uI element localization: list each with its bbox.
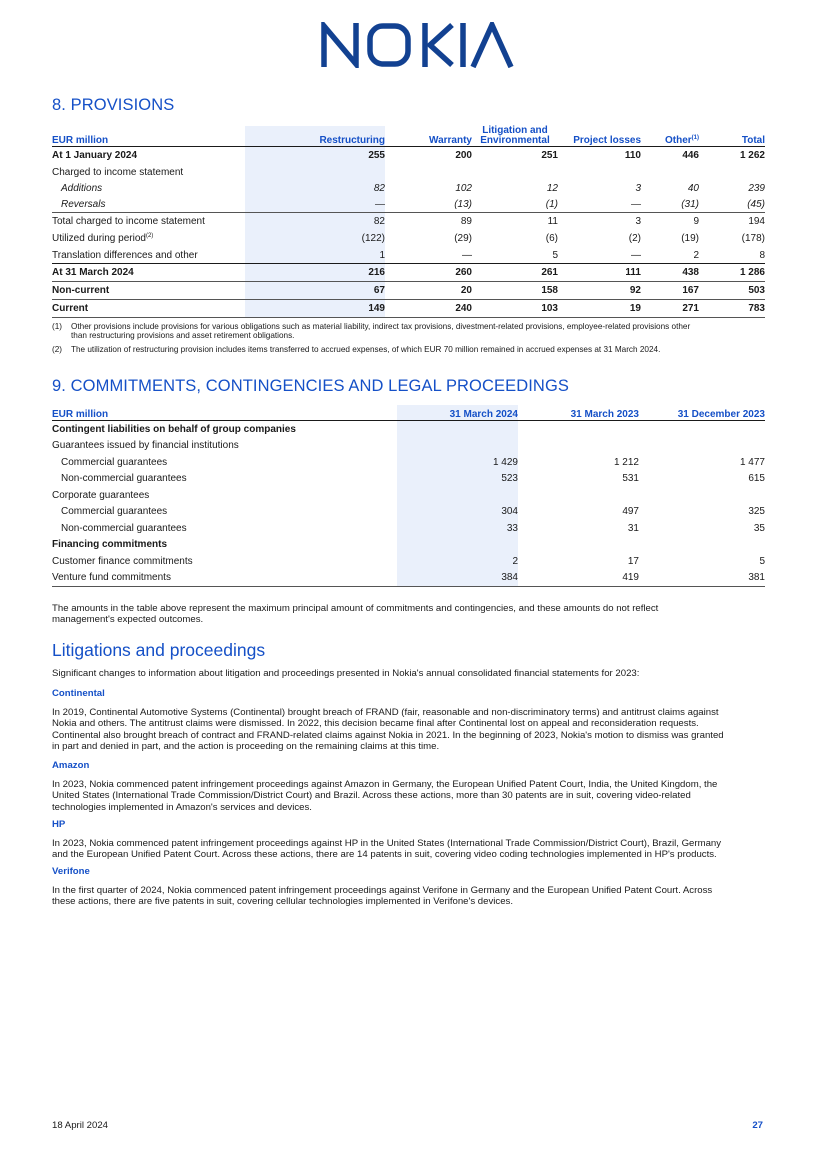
provisions-cell: 82 (245, 180, 385, 196)
commitments-cell: 5 (759, 555, 765, 567)
commitments-row (52, 537, 765, 554)
case-amazon-heading: Amazon (52, 760, 90, 771)
provisions-row-label (52, 230, 245, 247)
commitments-cell (397, 438, 518, 455)
commitments-cell: 33 (397, 520, 518, 537)
commitments-row-label: Financing commitments (52, 539, 168, 551)
provisions-cell: 110 (558, 147, 641, 165)
provisions-cell: 111 (558, 264, 641, 282)
commitments-cell (518, 421, 639, 438)
provisions-header-warranty: Warranty (429, 135, 472, 146)
nokia-logo (318, 22, 514, 68)
commitments-row (52, 438, 765, 455)
provisions-row (52, 147, 765, 165)
commitments-row-label: Non-commercial guarantees (61, 473, 187, 485)
case-hp-heading: HP (52, 819, 66, 830)
commitments-cell (397, 537, 518, 554)
footnote-1-line1: Other provisions include provisions for various obligations such as material liability, indirect tax provisions, divestment-related provisions, employee-related provisions other (71, 322, 691, 331)
provisions-cell: — (631, 249, 641, 261)
provisions-cell: (19) (681, 233, 699, 244)
commitments-header-mar-2024: 31 March 2024 (397, 405, 518, 421)
provisions-cell: 260 (385, 264, 472, 282)
case-verifone-text (52, 885, 777, 908)
commitments-row (52, 504, 765, 521)
provisions-cell: 216 (245, 264, 385, 282)
provisions-cell: 103 (472, 300, 558, 318)
provisions-cell: 167 (641, 282, 699, 300)
commitments-header-dec-2023: 31 December 2023 (677, 409, 765, 420)
row-label-text: Translation differences and other (52, 249, 198, 261)
commitments-cell: 497 (622, 506, 639, 518)
commitments-note-line1: The amounts in the table above represent the maximum principal amount of commitments and contingencies, and these amounts do not reflect (52, 603, 659, 614)
provisions-cell: 9 (641, 213, 699, 231)
provisions-cell: 446 (641, 147, 699, 165)
provisions-cell: 92 (558, 282, 641, 300)
provisions-cell (641, 164, 699, 180)
commitments-row-label: Guarantees issued by financial institutions (52, 440, 239, 452)
row-label-text: Total charged to income statement (52, 216, 205, 227)
provisions-cell: 40 (687, 182, 699, 194)
commitments-note (52, 603, 777, 626)
provisions-cell: (29) (454, 233, 472, 244)
commitments-row (52, 520, 765, 537)
footnote-2-number: (2) (52, 345, 63, 354)
provisions-cell: (122) (245, 230, 385, 247)
provisions-cell: 251 (472, 147, 558, 165)
commitments-cell: 1 477 (739, 456, 765, 468)
footnote-2 (52, 345, 774, 354)
hp-line: and the European Unified Patent Court. Across these actions, there are 14 patents in suit, covering video coding technologies implemented in HP's products. (52, 849, 717, 861)
provisions-cell: (178) (741, 233, 765, 244)
provisions-cell (245, 164, 385, 180)
commitments-row-label: Commercial guarantees (61, 456, 168, 468)
commitments-row (52, 471, 765, 488)
commitments-note-line2: management's expected outcomes. (52, 614, 204, 626)
footnote-1-line2: than restructuring provisions and asset retirement obligations. (71, 331, 295, 341)
commitments-cell (397, 421, 518, 438)
commitments-cell: 381 (639, 570, 765, 587)
provisions-cell: 5 (552, 249, 558, 261)
provisions-cell: 19 (558, 300, 641, 318)
case-verifone-heading: Verifone (52, 866, 90, 877)
commitments-cell (639, 438, 765, 455)
provisions-row-label (52, 196, 245, 213)
commitments-cell (518, 537, 639, 554)
provisions-cell: 20 (385, 282, 472, 300)
provisions-cell: 12 (546, 182, 558, 194)
commitments-cell (518, 438, 639, 455)
commitments-cell (639, 421, 765, 438)
amazon-line: In 2023, Nokia commenced patent infringement proceedings against Amazon in Germany, the European Unified Patent Court, India, the United Kingdom, the (52, 779, 718, 790)
provisions-row (52, 230, 765, 247)
provisions-cell: (31) (681, 198, 699, 210)
commitments-cell: 384 (397, 570, 518, 587)
provisions-row (52, 180, 765, 196)
provisions-cell: 89 (385, 213, 472, 231)
footnote-1 (52, 322, 774, 341)
case-continental-heading: Continental (52, 688, 105, 699)
commitments-row-label: Corporate guarantees (52, 489, 150, 501)
row-label-text: Non-current (52, 285, 110, 296)
provisions-cell: 783 (699, 300, 765, 318)
provisions-cell (472, 164, 558, 180)
amazon-line: United States (International Trade Commission/District Court) and Brazil. Across these actions, more than 30 patents are in suit, covering video-related (52, 790, 691, 802)
provisions-row (52, 264, 765, 282)
commitments-cell: 2 (397, 553, 518, 570)
provisions-cell: 240 (385, 300, 472, 318)
provisions-cell: 1 286 (699, 264, 765, 282)
commitments-cell: 615 (748, 473, 765, 485)
commitments-row (52, 454, 765, 471)
provisions-cell: 11 (472, 213, 558, 231)
provisions-row-label (52, 213, 245, 231)
provisions-row-label (52, 147, 245, 165)
row-label-text: At 1 January 2024 (52, 150, 138, 161)
commitments-cell: 523 (397, 471, 518, 488)
row-label-text: Current (52, 303, 89, 314)
commitments-row-label: Non-commercial guarantees (61, 522, 187, 534)
provisions-cell: (13) (454, 198, 472, 210)
provisions-row-label (52, 247, 245, 264)
litigation-title: Litigations and proceedings (52, 640, 266, 660)
case-continental-text (52, 707, 777, 752)
provisions-row-label (52, 164, 245, 180)
provisions-cell: (45) (747, 198, 765, 210)
provisions-header-project-losses: Project losses (573, 135, 641, 146)
provisions-cell: 3 (558, 213, 641, 231)
row-label-text: At 31 March 2024 (52, 267, 134, 278)
provisions-cell: (6) (545, 233, 558, 244)
commitments-row-label: Commercial guarantees (61, 506, 168, 518)
commitments-header-row (52, 405, 765, 421)
continental-line: Continental also brought breach of contract and FRAND-related claims against Nokia in 2021. In the beginning of 2023, Nokia's motion to dismiss was granted (52, 729, 724, 741)
provisions-cell: 239 (748, 182, 765, 194)
provisions-cell: 438 (641, 264, 699, 282)
commitments-cell (397, 487, 518, 504)
continental-line: in part and denied in part, and the action is proceeding on the remaining claims at this time. (52, 740, 440, 752)
provisions-cell: 8 (759, 249, 765, 261)
provisions-header-other (641, 126, 699, 147)
provisions-cell: 200 (385, 147, 472, 165)
commitments-cell (639, 487, 765, 504)
provisions-row-label (52, 300, 245, 318)
commitments-row-label: Contingent liabilities on behalf of group companies (52, 421, 397, 438)
commitments-row (52, 487, 765, 504)
provisions-row (52, 196, 765, 213)
commitments-row (52, 570, 765, 587)
provisions-cell: 1 262 (699, 147, 765, 165)
provisions-cell: — (462, 249, 472, 261)
provisions-cell: 255 (245, 147, 385, 165)
provisions-cell: (2) (628, 233, 641, 244)
continental-line: Nokia and others. The antitrust claims were dismissed. In 2022, this decision became final after Continental lost on appeal and reconsideration requests. (52, 718, 699, 730)
provisions-row (52, 247, 765, 264)
provisions-cell: 271 (641, 300, 699, 318)
provisions-cell: 1 (245, 247, 385, 264)
section-9-title: 9. COMMITMENTS, CONTINGENCIES AND LEGAL PROCEEDINGS (52, 377, 569, 395)
provisions-cell: 194 (699, 213, 765, 231)
footnote-1-number: (1) (52, 322, 63, 331)
commitments-cell: 35 (753, 522, 765, 534)
commitments-cell: 325 (748, 506, 765, 518)
provisions-header-restructuring: Restructuring (245, 126, 385, 147)
row-label-text: Additions (61, 182, 103, 194)
commitments-row (52, 553, 765, 570)
commitments-row (52, 421, 765, 438)
other-header-text: Other (664, 135, 692, 146)
commitments-header-label: EUR million (52, 409, 109, 420)
case-amazon-text (52, 779, 777, 813)
provisions-cell: 158 (472, 282, 558, 300)
section-8-title: 8. PROVISIONS (52, 96, 175, 114)
continental-line: In 2019, Continental Automotive Systems (Continental) brought breach of FRAND (fair, reasonable and non-discriminatory terms) and antitrust claims against (52, 707, 719, 718)
provisions-row (52, 282, 765, 300)
provisions-cell: 102 (455, 182, 472, 194)
commitments-cell (518, 487, 639, 504)
provisions-row-label (52, 180, 245, 196)
commitments-cell: 17 (627, 555, 639, 567)
page-number: 27 (752, 1120, 763, 1131)
litigation-header-line1: Litigation and (482, 125, 548, 136)
row-label-text: Reversals (61, 198, 106, 210)
provisions-cell: — (245, 196, 385, 213)
provisions-header-litigation (472, 126, 558, 147)
commitments-row-label: Customer finance commitments (52, 555, 193, 567)
row-footnote-ref: (2) (145, 233, 154, 239)
provisions-cell: 503 (699, 282, 765, 300)
commitments-cell: 1 429 (397, 454, 518, 471)
provisions-row (52, 300, 765, 318)
provisions-header-total: Total (741, 135, 765, 146)
commitments-cell (639, 537, 765, 554)
commitments-cell: 531 (622, 473, 639, 485)
provisions-row (52, 164, 765, 180)
other-header-footnote-ref: (1) (691, 135, 699, 141)
provisions-cell: 149 (245, 300, 385, 318)
provisions-cell: 3 (635, 182, 641, 194)
provisions-table (52, 126, 765, 318)
row-label-text: Charged to income statement (52, 166, 184, 178)
commitments-table (52, 405, 765, 587)
commitments-cell: 304 (397, 504, 518, 521)
provisions-row (52, 213, 765, 231)
litigation-intro: Significant changes to information about litigation and proceedings presented in Nokia's annual consolidated financial statements for 2023: (52, 668, 640, 679)
provisions-cell: 261 (472, 264, 558, 282)
provisions-cell: 67 (245, 282, 385, 300)
provisions-cell: (1) (545, 198, 558, 210)
provisions-cell (385, 164, 472, 180)
commitments-cell: 31 (627, 522, 639, 534)
provisions-header-row (52, 126, 765, 147)
footnote-2-line1: The utilization of restructuring provision includes items transferred to accrued expenses, of which EUR 70 million remained in accrued expenses at 31 March 2024. (71, 345, 661, 354)
hp-line: In 2023, Nokia commenced patent infringement proceedings against HP in the United States (International Trade Commission/District Court), Brazil, Germany (52, 838, 722, 849)
provisions-cell (558, 164, 641, 180)
provisions-cell: 82 (245, 213, 385, 231)
provisions-cell: 2 (693, 249, 699, 261)
commitments-cell: 1 212 (613, 456, 639, 468)
provisions-cell: — (631, 198, 641, 210)
verifone-line: these actions, there are five patents in suit, covering cellular technologies implemented in Verifone's devices. (52, 896, 513, 908)
commitments-header-mar-2023: 31 March 2023 (570, 409, 639, 420)
footer-date: 18 April 2024 (52, 1120, 109, 1131)
verifone-line: In the first quarter of 2024, Nokia commenced patent infringement proceedings against Verifone in Germany and the European Unified Patent Court. Across (52, 885, 713, 896)
row-label-text: Utilized during period (52, 233, 146, 244)
litigation-header-line2: Environmental (480, 135, 550, 146)
amazon-line: technologies implemented in Amazon's services and devices. (52, 801, 312, 813)
provisions-cell (699, 164, 765, 180)
provisions-header-label: EUR million (52, 135, 109, 146)
case-hp-text (52, 838, 777, 861)
provisions-row-label (52, 282, 245, 300)
commitments-cell: 419 (518, 570, 639, 587)
provisions-row-label (52, 264, 245, 282)
commitments-row-label: Venture fund commitments (52, 570, 397, 587)
